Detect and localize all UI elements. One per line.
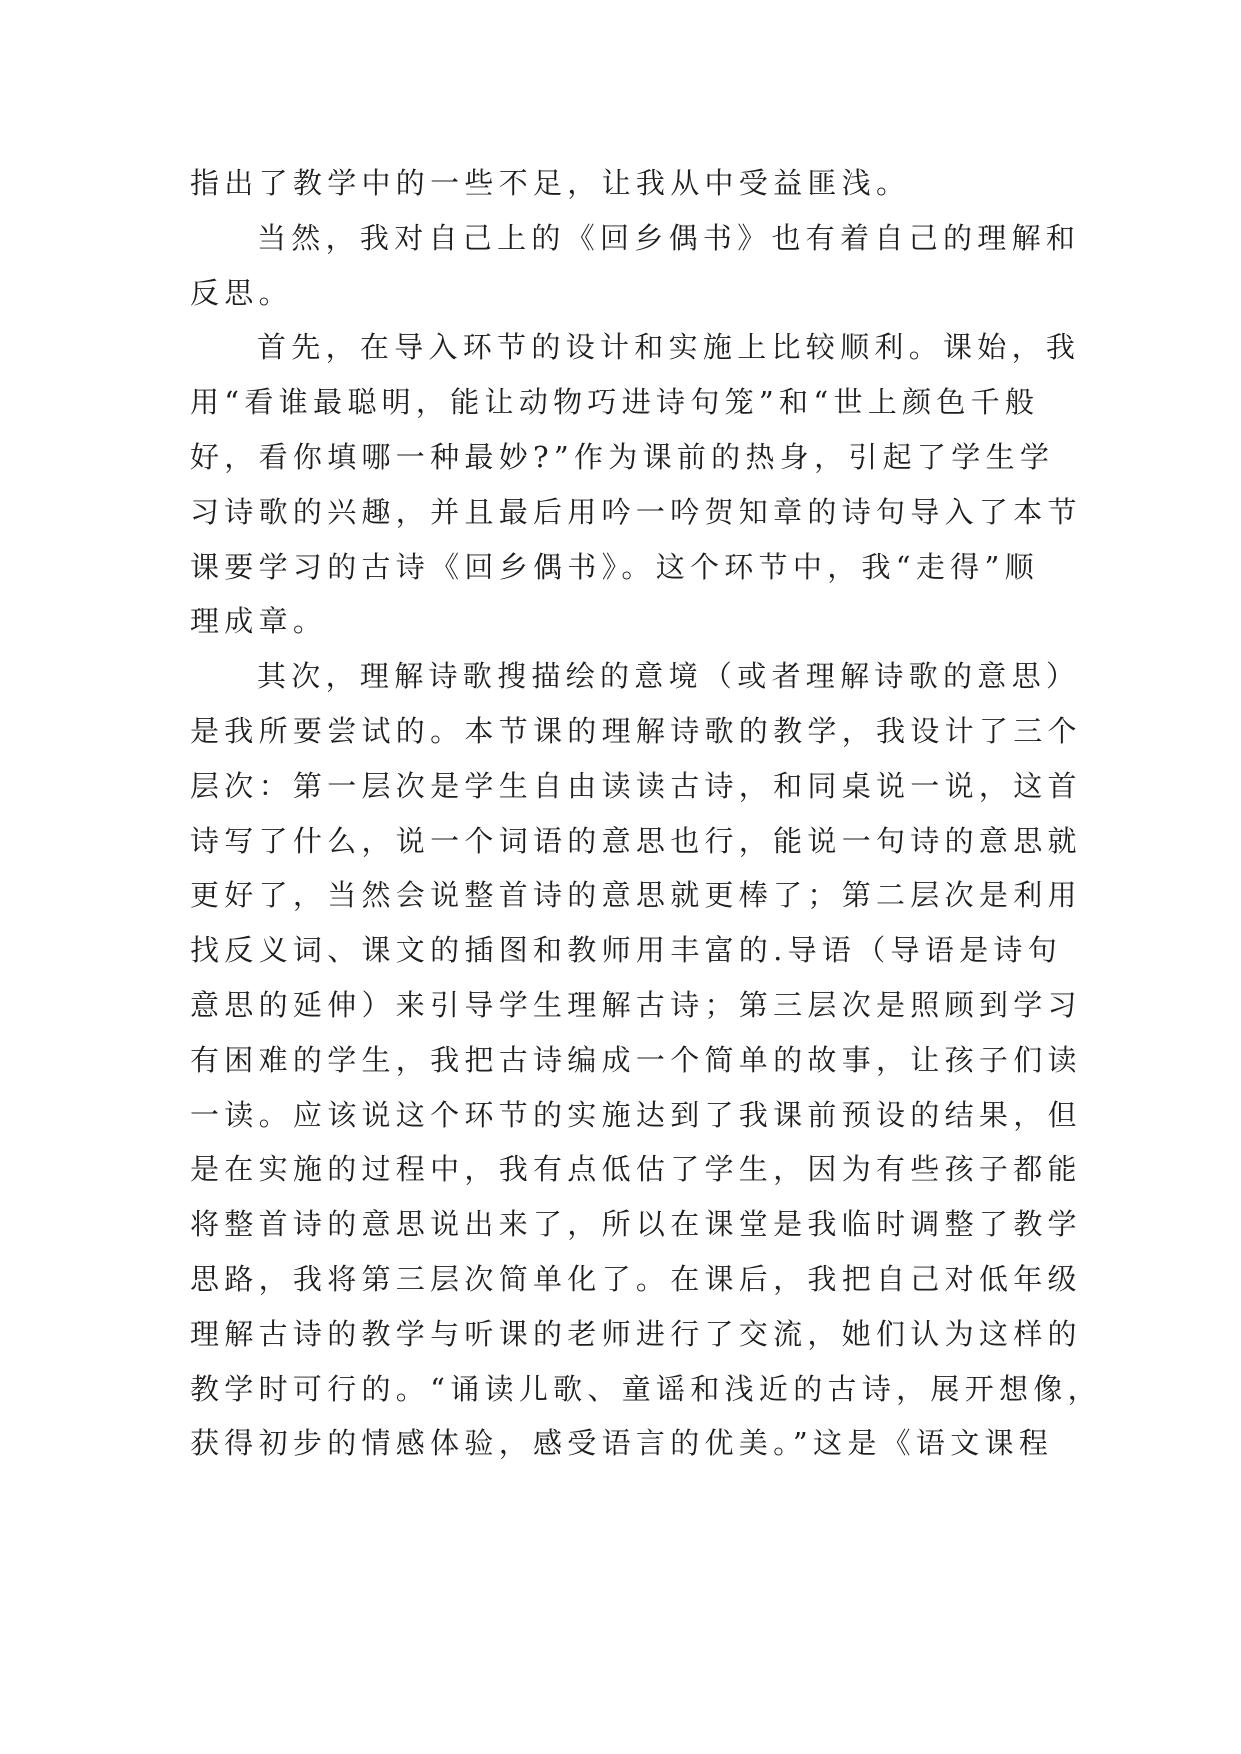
- text-line: 好，看你填哪一种最妙?”作为课前的热身，引起了学生学: [190, 439, 1055, 474]
- text-line: 理解古诗的教学与听课的老师进行了交流，她们认为这样的: [190, 1316, 1082, 1351]
- paragraph-start-line: 其次，理解诗歌搜描绘的意境（或者理解诗歌的意思）: [257, 659, 1081, 694]
- text-line: 习诗歌的兴趣，并且最后用吟一吟贺知章的诗句导入了本节: [190, 494, 1082, 529]
- text-line: 层次：第一层次是学生自由读读古诗，和同桌说一说，这首: [190, 768, 1082, 803]
- text-line: 更好了，当然会说整首诗的意思就更棒了；第二层次是利用: [190, 878, 1082, 913]
- paragraph-start-line: 当然，我对自己上的《回乡偶书》也有着自己的理解和: [257, 220, 1081, 255]
- body-text: [190, 156, 1102, 1471]
- text-line: 是我所要尝试的。本节课的理解诗歌的教学，我设计了三个: [190, 713, 1082, 748]
- text-line: 反思。: [190, 275, 293, 310]
- text-line: 诗写了什么，说一个词语的意思也行，能说一句诗的意思就: [190, 823, 1082, 858]
- text-line: 理成章。: [190, 604, 328, 639]
- text-line: 获得初步的情感体验，感受语言的优美。”这是《语文课程: [190, 1426, 1054, 1461]
- text-line: 找反义词、课文的插图和教师用丰富的.导语（导语是诗句: [190, 933, 1063, 968]
- text-line: 思路，我将第三层次简单化了。在课后，我把自己对低年级: [190, 1261, 1082, 1296]
- paragraph-start-line: 首先，在导入环节的设计和实施上比较顺利。课始，我: [257, 330, 1081, 365]
- text-line: 课要学习的古诗《回乡偶书》。这个环节中，我“走得”顺: [190, 549, 1039, 584]
- text-line: 用“看谁最聪明，能让动物巧进诗句笼”和“世上颜色千般: [190, 385, 1040, 420]
- text-line: 一读。应该说这个环节的实施达到了我课前预设的结果，但: [190, 1097, 1082, 1132]
- text-line: 将整首诗的意思说出来了，所以在课堂是我临时调整了教学: [190, 1207, 1082, 1242]
- text-line: 有困难的学生，我把古诗编成一个简单的故事，让孩子们读: [190, 1042, 1082, 1077]
- text-line: 教学时可行的。“诵读儿歌、童谣和浅近的古诗，展开想像，: [190, 1371, 1102, 1406]
- text-line: 指出了教学中的一些不足，让我从中受益匪浅。: [190, 166, 911, 200]
- text-line: 意思的延伸）来引导学生理解古诗；第三层次是照顾到学习: [190, 987, 1082, 1022]
- text-line: 是在实施的过程中，我有点低估了学生，因为有些孩子都能: [190, 1152, 1082, 1187]
